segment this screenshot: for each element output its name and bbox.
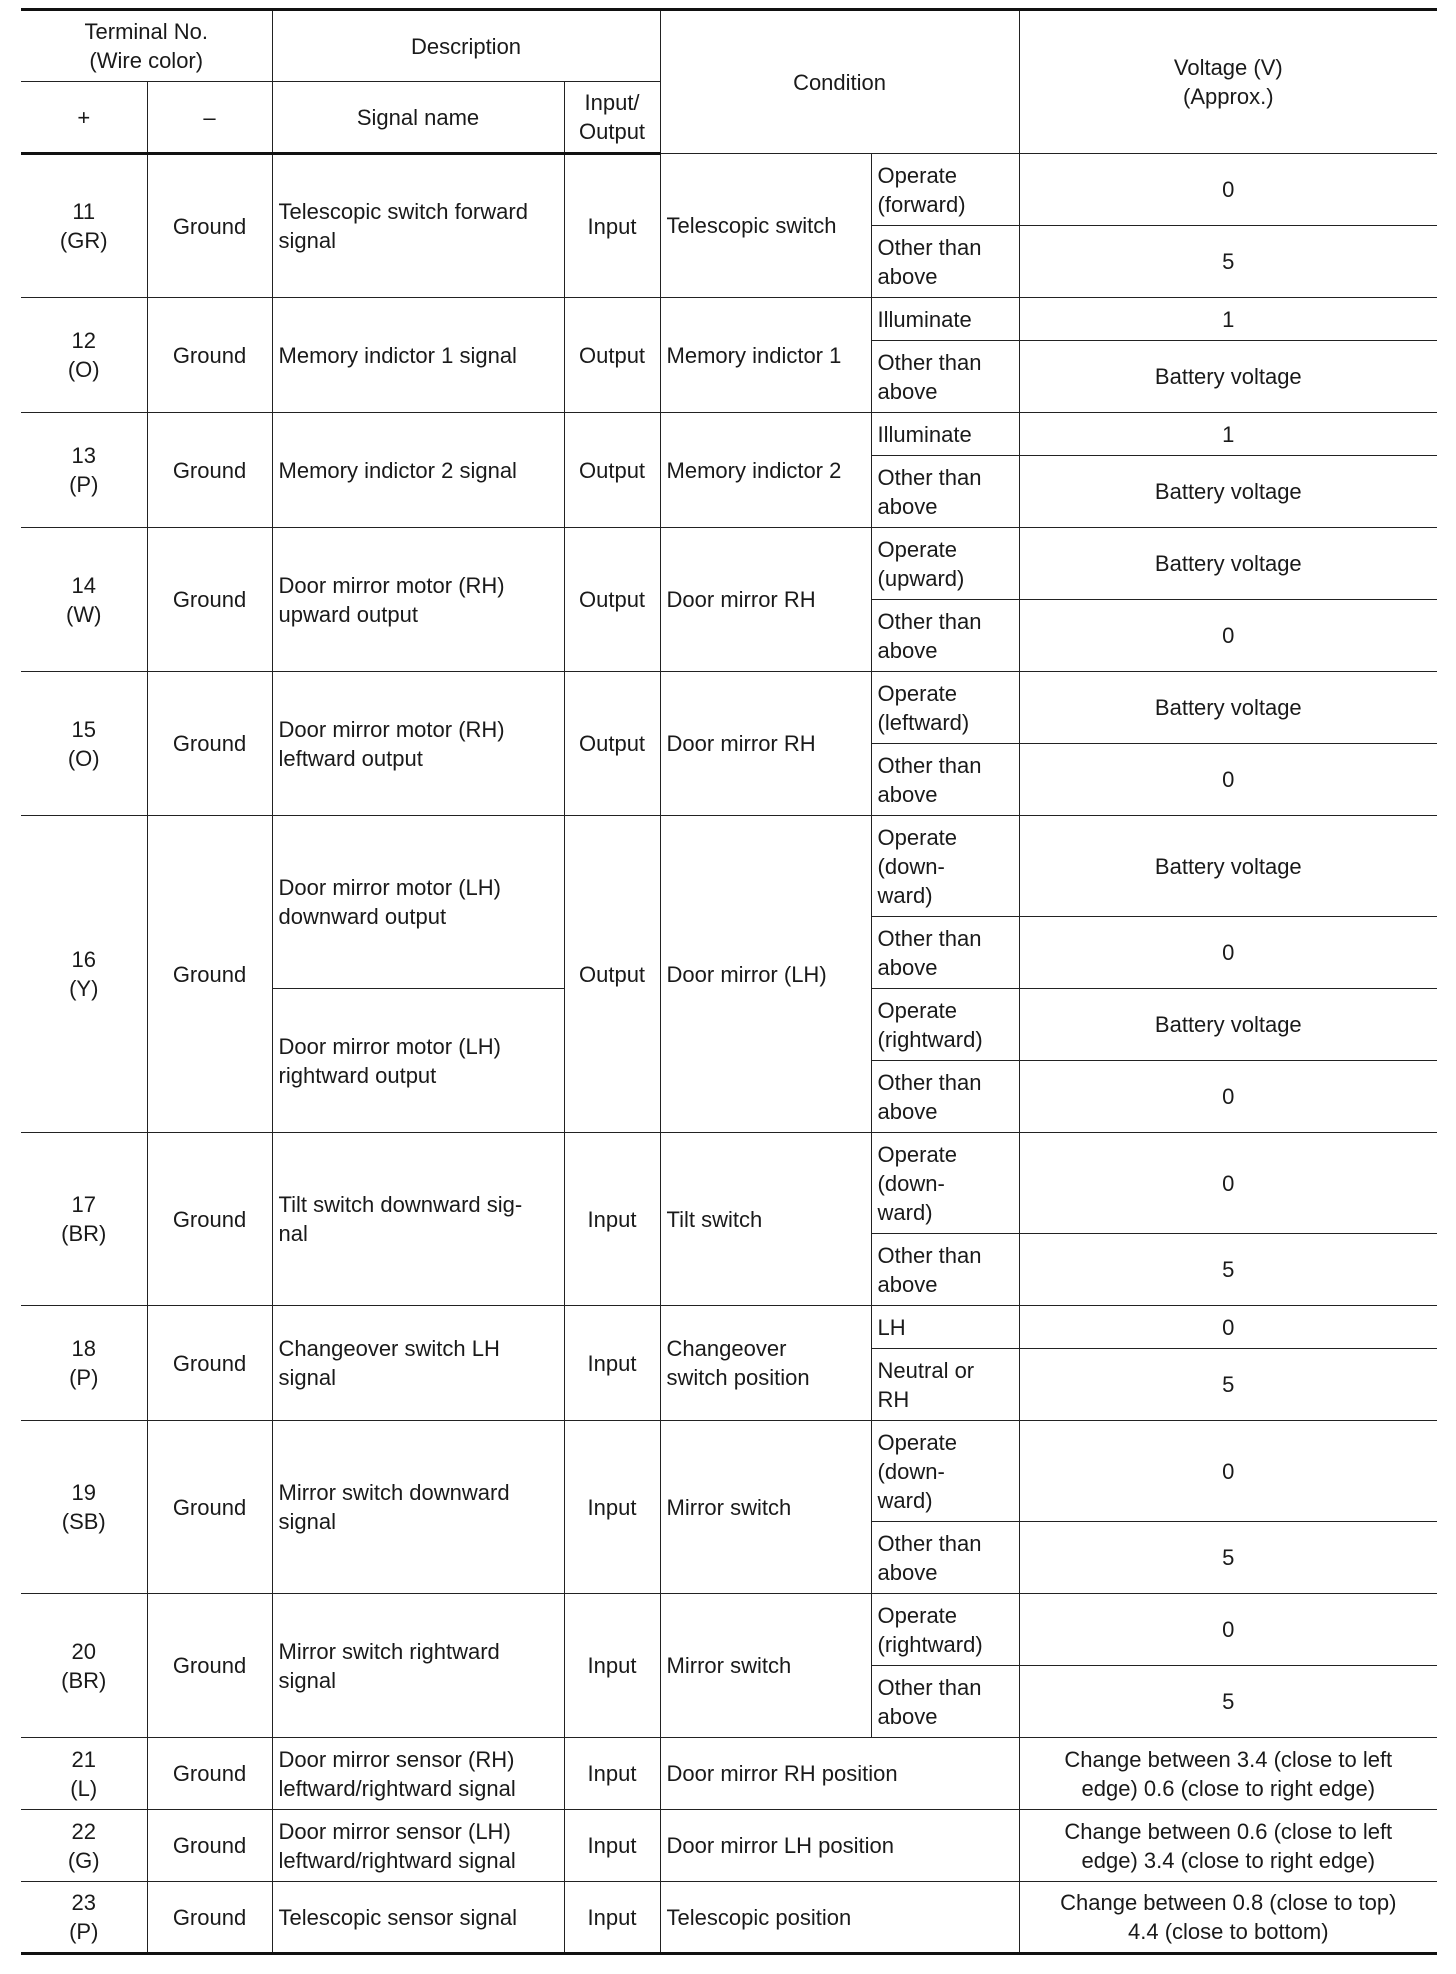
terminal-cell: 22 (G): [21, 1810, 147, 1882]
terminal-cell: 18 (P): [21, 1306, 147, 1421]
condition-header: Condition: [660, 10, 1019, 154]
minus-header: –: [147, 82, 272, 154]
condition-cell: Telescopic position: [660, 1882, 1019, 1954]
voltage-cell: 0: [1019, 154, 1437, 226]
voltage-cell: 0: [1019, 1306, 1437, 1349]
state-cell: Illuminate: [871, 413, 1019, 456]
minus-cell: Ground: [147, 1306, 272, 1421]
state-cell: Other than above: [871, 341, 1019, 413]
state-cell: Other than above: [871, 1666, 1019, 1738]
signal-cell: Mirror switch rightward signal: [272, 1594, 564, 1738]
terminal-cell: 12 (O): [21, 298, 147, 413]
table-row: [21, 1810, 1437, 1882]
signal-cell: Memory indictor 2 signal: [272, 413, 564, 528]
signal-name-header: Signal name: [272, 82, 564, 154]
voltage-cell: 5: [1019, 226, 1437, 298]
state-cell: Operate (rightward): [871, 989, 1019, 1061]
voltage-label: Voltage (V): [1173, 55, 1283, 80]
voltage-cell: Battery voltage: [1019, 456, 1437, 528]
signal-cell: Door mirror motor (RH) leftward output: [272, 672, 564, 816]
terminal-cell: 13 (P): [21, 413, 147, 528]
io-cell: Output: [564, 298, 660, 413]
table-row: [21, 1882, 1437, 1954]
terminal-cell: 15 (O): [21, 672, 147, 816]
voltage-cell: Battery voltage: [1019, 528, 1437, 600]
minus-cell: Ground: [147, 1421, 272, 1594]
state-cell: Operate (down- ward): [871, 1421, 1019, 1522]
terminal-cell: 20 (BR): [21, 1594, 147, 1738]
terminal-no-header: [21, 10, 272, 82]
voltage-cell: Battery voltage: [1019, 341, 1437, 413]
terminal-spec-table-wrapper: [21, 8, 1437, 1955]
voltage-cell: 0: [1019, 744, 1437, 816]
minus-cell: Ground: [147, 1810, 272, 1882]
wire-color-label: (Wire color): [89, 48, 204, 73]
table-row: [21, 1594, 1437, 1666]
voltage-cell: 5: [1019, 1234, 1437, 1306]
table-row: [21, 672, 1437, 744]
table-row: [21, 1306, 1437, 1349]
minus-cell: Ground: [147, 1882, 272, 1954]
input-output-header: Input/ Output: [564, 82, 660, 154]
voltage-cell: 0: [1019, 917, 1437, 989]
condition-cell: Mirror switch: [660, 1421, 871, 1594]
table-row: [21, 298, 1437, 341]
terminal-cell: 14 (W): [21, 528, 147, 672]
voltage-cell: Battery voltage: [1019, 816, 1437, 917]
io-cell: Output: [564, 528, 660, 672]
minus-cell: Ground: [147, 413, 272, 528]
minus-cell: Ground: [147, 1594, 272, 1738]
terminal-spec-table: [21, 8, 1437, 1955]
approx-label: (Approx.): [1183, 84, 1274, 109]
minus-cell: Ground: [147, 528, 272, 672]
condition-cell: Door mirror LH position: [660, 1810, 1019, 1882]
voltage-cell: 0: [1019, 1421, 1437, 1522]
state-cell: Other than above: [871, 456, 1019, 528]
signal-cell: Telescopic switch forward signal: [272, 154, 564, 298]
terminal-cell: 19 (SB): [21, 1421, 147, 1594]
io-cell: Input: [564, 1594, 660, 1738]
voltage-cell: 5: [1019, 1666, 1437, 1738]
condition-cell: Memory indictor 1: [660, 298, 871, 413]
condition-cell: Door mirror (LH): [660, 816, 871, 1133]
io-cell: Input: [564, 1421, 660, 1594]
voltage-cell: Battery voltage: [1019, 989, 1437, 1061]
signal-cell: Mirror switch downward signal: [272, 1421, 564, 1594]
io-cell: Input: [564, 1133, 660, 1306]
state-cell: Other than above: [871, 226, 1019, 298]
header-row-1: [21, 10, 1437, 82]
voltage-cell: 0: [1019, 1133, 1437, 1234]
terminal-cell: 17 (BR): [21, 1133, 147, 1306]
condition-cell: Memory indictor 2: [660, 413, 871, 528]
table-row: [21, 1738, 1437, 1810]
io-cell: Output: [564, 816, 660, 1133]
state-cell: Neutral or RH: [871, 1349, 1019, 1421]
table-row: [21, 154, 1437, 226]
io-cell: Input: [564, 1810, 660, 1882]
voltage-cell: 5: [1019, 1522, 1437, 1594]
io-cell: Input: [564, 1882, 660, 1954]
io-cell: Input: [564, 154, 660, 298]
voltage-cell: 0: [1019, 1061, 1437, 1133]
io-cell: Output: [564, 672, 660, 816]
condition-cell: Changeover switch position: [660, 1306, 871, 1421]
state-cell: Other than above: [871, 600, 1019, 672]
minus-cell: Ground: [147, 816, 272, 1133]
io-cell: Input: [564, 1306, 660, 1421]
terminal-cell: 16 (Y): [21, 816, 147, 1133]
state-cell: Other than above: [871, 917, 1019, 989]
minus-cell: Ground: [147, 1133, 272, 1306]
voltage-cell: 1: [1019, 298, 1437, 341]
condition-cell: Tilt switch: [660, 1133, 871, 1306]
table-row: [21, 528, 1437, 600]
signal-cell: Tilt switch downward sig- nal: [272, 1133, 564, 1306]
state-cell: Operate (down- ward): [871, 1133, 1019, 1234]
state-cell: Other than above: [871, 744, 1019, 816]
table-row: [21, 413, 1437, 456]
signal-cell: Door mirror sensor (RH) leftward/rightward signal: [272, 1738, 564, 1810]
minus-cell: Ground: [147, 1738, 272, 1810]
state-cell: Operate (upward): [871, 528, 1019, 600]
table-row: [21, 1133, 1437, 1234]
terminal-cell: 11 (GR): [21, 154, 147, 298]
voltage-cell: 0: [1019, 1594, 1437, 1666]
description-header: Description: [272, 10, 660, 82]
minus-cell: Ground: [147, 298, 272, 413]
io-cell: Output: [564, 413, 660, 528]
signal-cell: Door mirror motor (RH) upward output: [272, 528, 564, 672]
state-cell: Other than above: [871, 1234, 1019, 1306]
voltage-cell: Change between 0.8 (close to top) 4.4 (close to bottom): [1019, 1882, 1437, 1954]
minus-cell: Ground: [147, 154, 272, 298]
state-cell: LH: [871, 1306, 1019, 1349]
signal-cell: Memory indictor 1 signal: [272, 298, 564, 413]
condition-cell: Telescopic switch: [660, 154, 871, 298]
signal-cell: Door mirror motor (LH) downward output: [272, 816, 564, 989]
io-cell: Input: [564, 1738, 660, 1810]
voltage-cell: Change between 3.4 (close to left edge) 0.6 (close to right edge): [1019, 1738, 1437, 1810]
condition-cell: Door mirror RH: [660, 528, 871, 672]
state-cell: Operate (rightward): [871, 1594, 1019, 1666]
state-cell: Operate (forward): [871, 154, 1019, 226]
condition-cell: Door mirror RH: [660, 672, 871, 816]
condition-cell: Mirror switch: [660, 1594, 871, 1738]
plus-header: +: [21, 82, 147, 154]
voltage-cell: Battery voltage: [1019, 672, 1437, 744]
state-cell: Operate (down- ward): [871, 816, 1019, 917]
voltage-header: [1019, 10, 1437, 154]
signal-cell: Telescopic sensor signal: [272, 1882, 564, 1954]
terminal-cell: 21 (L): [21, 1738, 147, 1810]
voltage-cell: 5: [1019, 1349, 1437, 1421]
state-cell: Other than above: [871, 1522, 1019, 1594]
table-row: [21, 816, 1437, 917]
table-row: [21, 1421, 1437, 1522]
signal-cell: Changeover switch LH signal: [272, 1306, 564, 1421]
voltage-cell: 0: [1019, 600, 1437, 672]
terminal-no-label: Terminal No.: [84, 19, 208, 44]
minus-cell: Ground: [147, 672, 272, 816]
signal-cell: Door mirror motor (LH) rightward output: [272, 989, 564, 1133]
state-cell: Operate (leftward): [871, 672, 1019, 744]
condition-cell: Door mirror RH position: [660, 1738, 1019, 1810]
voltage-cell: Change between 0.6 (close to left edge) 3.4 (close to right edge): [1019, 1810, 1437, 1882]
signal-cell: Door mirror sensor (LH) leftward/rightward signal: [272, 1810, 564, 1882]
state-cell: Illuminate: [871, 298, 1019, 341]
state-cell: Other than above: [871, 1061, 1019, 1133]
terminal-cell: 23 (P): [21, 1882, 147, 1954]
voltage-cell: 1: [1019, 413, 1437, 456]
